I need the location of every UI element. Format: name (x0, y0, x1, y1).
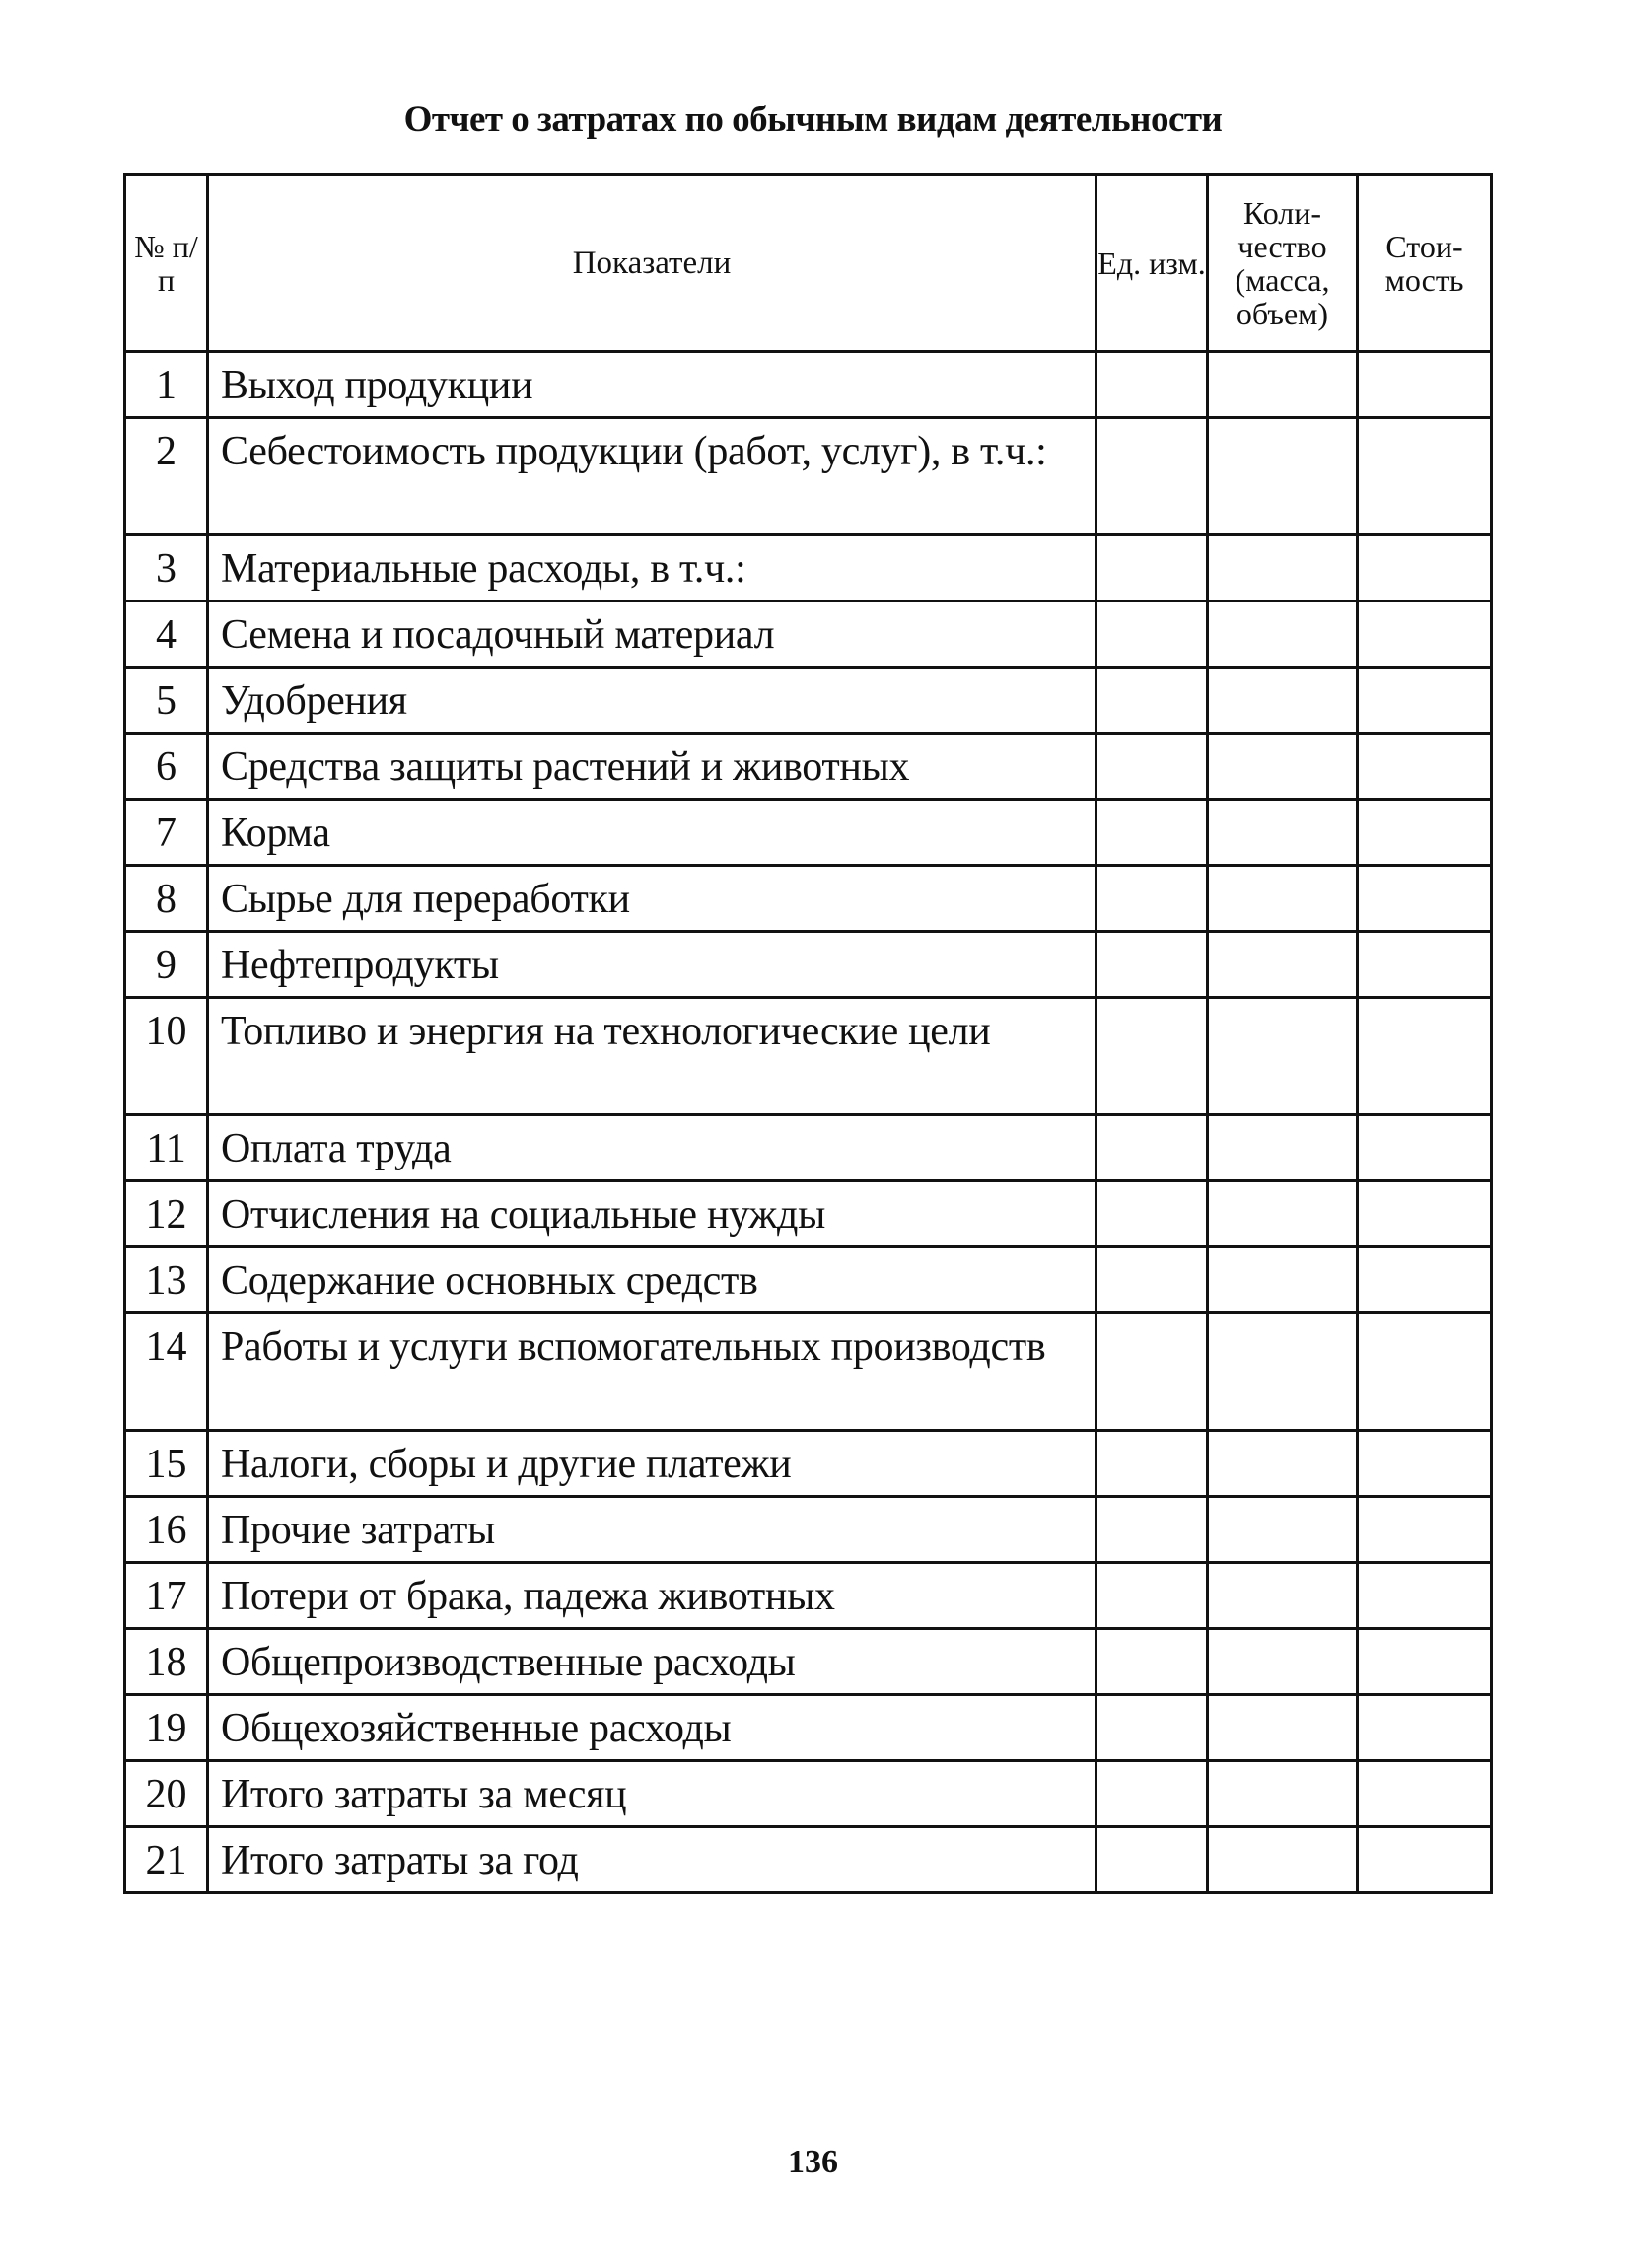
row-num: 14 (125, 1313, 208, 1431)
header-unit-label: Ед. изм. (1097, 245, 1206, 281)
row-indicator: Материальные расходы, в т.ч.: (208, 535, 1096, 602)
table-row (125, 535, 1492, 602)
row-unit-cell (1096, 1115, 1208, 1181)
report-title: Отчет о затратах по обычным видам деятельности (403, 100, 1223, 140)
row-num: 10 (125, 998, 208, 1115)
row-num: 2 (125, 418, 208, 535)
row-cost-cell (1358, 535, 1492, 602)
row-indicator: Налоги, сборы и другие платежи (208, 1431, 1096, 1497)
row-num: 6 (125, 734, 208, 800)
row-quantity-cell (1208, 1497, 1358, 1563)
row-unit-cell (1096, 418, 1208, 535)
table-row (125, 1629, 1492, 1695)
header-quantity (1208, 175, 1358, 352)
table-row (125, 1313, 1492, 1431)
row-unit-cell (1096, 1181, 1208, 1247)
table-row (125, 602, 1492, 668)
row-num: 11 (125, 1115, 208, 1181)
row-indicator: Потери от брака, падежа животных (208, 1563, 1096, 1629)
row-cost-cell (1358, 1497, 1492, 1563)
row-quantity-cell (1208, 668, 1358, 734)
row-num: 12 (125, 1181, 208, 1247)
row-unit-cell (1096, 1629, 1208, 1695)
row-unit-cell (1096, 602, 1208, 668)
row-indicator: Сырье для переработки (208, 866, 1096, 932)
row-num: 21 (125, 1827, 208, 1893)
row-unit-cell (1096, 535, 1208, 602)
table-row (125, 1563, 1492, 1629)
table-row (125, 352, 1492, 418)
row-unit-cell (1096, 352, 1208, 418)
row-indicator: Удобрения (208, 668, 1096, 734)
row-cost-cell (1358, 998, 1492, 1115)
row-quantity-cell (1208, 1629, 1358, 1695)
row-num: 3 (125, 535, 208, 602)
row-unit-cell (1096, 668, 1208, 734)
row-unit-cell (1096, 1761, 1208, 1827)
row-cost-cell (1358, 1181, 1492, 1247)
row-num: 18 (125, 1629, 208, 1695)
row-cost-cell (1358, 1761, 1492, 1827)
row-quantity-cell (1208, 734, 1358, 800)
row-indicator: Оплата труда (208, 1115, 1096, 1181)
row-quantity-cell (1208, 1827, 1358, 1893)
row-cost-cell (1358, 352, 1492, 418)
row-indicator: Содержание основных средств (208, 1247, 1096, 1313)
row-quantity-cell (1208, 1313, 1358, 1431)
row-quantity-cell (1208, 1563, 1358, 1629)
row-indicator: Общехозяйственные расходы (208, 1695, 1096, 1761)
row-cost-cell (1358, 1563, 1492, 1629)
row-cost-cell (1358, 1695, 1492, 1761)
row-cost-cell (1358, 1431, 1492, 1497)
header-num (125, 175, 208, 352)
row-quantity-cell (1208, 1695, 1358, 1761)
row-cost-cell (1358, 668, 1492, 734)
row-unit-cell (1096, 1431, 1208, 1497)
table-body (125, 352, 1492, 1893)
row-cost-cell (1358, 932, 1492, 998)
table-row (125, 1695, 1492, 1761)
row-quantity-cell (1208, 352, 1358, 418)
header-cost (1358, 175, 1492, 352)
table-row (125, 866, 1492, 932)
row-quantity-cell (1208, 866, 1358, 932)
row-cost-cell (1358, 1629, 1492, 1695)
row-cost-cell (1358, 1827, 1492, 1893)
row-unit-cell (1096, 932, 1208, 998)
row-num: 15 (125, 1431, 208, 1497)
row-num: 8 (125, 866, 208, 932)
row-indicator: Общепроизводственные расходы (208, 1629, 1096, 1695)
row-unit-cell (1096, 1695, 1208, 1761)
row-cost-cell (1358, 418, 1492, 535)
row-quantity-cell (1208, 800, 1358, 866)
row-cost-cell (1358, 800, 1492, 866)
table-row (125, 1115, 1492, 1181)
header-indicator-label: Показатели (572, 245, 732, 281)
row-indicator: Средства защиты растений и животных (208, 734, 1096, 800)
row-unit-cell (1096, 1313, 1208, 1431)
row-indicator: Прочие затраты (208, 1497, 1096, 1563)
table-row (125, 1497, 1492, 1563)
row-num: 7 (125, 800, 208, 866)
row-unit-cell (1096, 1563, 1208, 1629)
row-num: 16 (125, 1497, 208, 1563)
row-cost-cell (1358, 866, 1492, 932)
table-row (125, 1827, 1492, 1893)
row-indicator: Итого затраты за месяц (208, 1761, 1096, 1827)
row-quantity-cell (1208, 1247, 1358, 1313)
header-cost-label: Стои- мость (1384, 228, 1464, 298)
row-indicator: Семена и посадочный материал (208, 602, 1096, 668)
header-row (125, 175, 1492, 352)
header-num-label: № п/п (134, 228, 198, 298)
table-row (125, 668, 1492, 734)
row-cost-cell (1358, 734, 1492, 800)
header-quantity-label: Коли- чество (масса, объем) (1235, 194, 1330, 331)
header-indicator (208, 175, 1096, 352)
table-row (125, 1761, 1492, 1827)
row-quantity-cell (1208, 602, 1358, 668)
row-indicator: Топливо и энергия на технологические цели (208, 998, 1096, 1115)
row-num: 9 (125, 932, 208, 998)
row-quantity-cell (1208, 1115, 1358, 1181)
row-indicator: Себестоимость продукции (работ, услуг), в т.ч.: (208, 418, 1096, 535)
row-indicator: Корма (208, 800, 1096, 866)
row-unit-cell (1096, 800, 1208, 866)
row-indicator: Отчисления на социальные нужды (208, 1181, 1096, 1247)
row-unit-cell (1096, 1497, 1208, 1563)
row-num: 1 (125, 352, 208, 418)
row-cost-cell (1358, 1247, 1492, 1313)
table-row (125, 1247, 1492, 1313)
row-unit-cell (1096, 1247, 1208, 1313)
row-num: 5 (125, 668, 208, 734)
row-quantity-cell (1208, 932, 1358, 998)
row-cost-cell (1358, 602, 1492, 668)
row-quantity-cell (1208, 1181, 1358, 1247)
row-num: 20 (125, 1761, 208, 1827)
row-cost-cell (1358, 1313, 1492, 1431)
row-indicator: Итого затраты за год (208, 1827, 1096, 1893)
row-indicator: Нефтепродукты (208, 932, 1096, 998)
row-indicator: Работы и услуги вспомогательных производств (208, 1313, 1096, 1431)
row-num: 17 (125, 1563, 208, 1629)
row-num: 19 (125, 1695, 208, 1761)
row-unit-cell (1096, 1827, 1208, 1893)
page-number: 136 (788, 2144, 838, 2180)
row-quantity-cell (1208, 1761, 1358, 1827)
row-num: 13 (125, 1247, 208, 1313)
cost-report-table (123, 173, 1493, 1894)
row-unit-cell (1096, 998, 1208, 1115)
table-row (125, 418, 1492, 535)
row-quantity-cell (1208, 1431, 1358, 1497)
row-quantity-cell (1208, 998, 1358, 1115)
row-indicator: Выход продукции (208, 352, 1096, 418)
row-cost-cell (1358, 1115, 1492, 1181)
table-row (125, 1181, 1492, 1247)
table-row (125, 998, 1492, 1115)
row-quantity-cell (1208, 535, 1358, 602)
row-unit-cell (1096, 734, 1208, 800)
row-unit-cell (1096, 866, 1208, 932)
table-row (125, 800, 1492, 866)
header-unit (1096, 175, 1208, 352)
row-quantity-cell (1208, 418, 1358, 535)
table-row (125, 932, 1492, 998)
table-row (125, 1431, 1492, 1497)
table-row (125, 734, 1492, 800)
row-num: 4 (125, 602, 208, 668)
